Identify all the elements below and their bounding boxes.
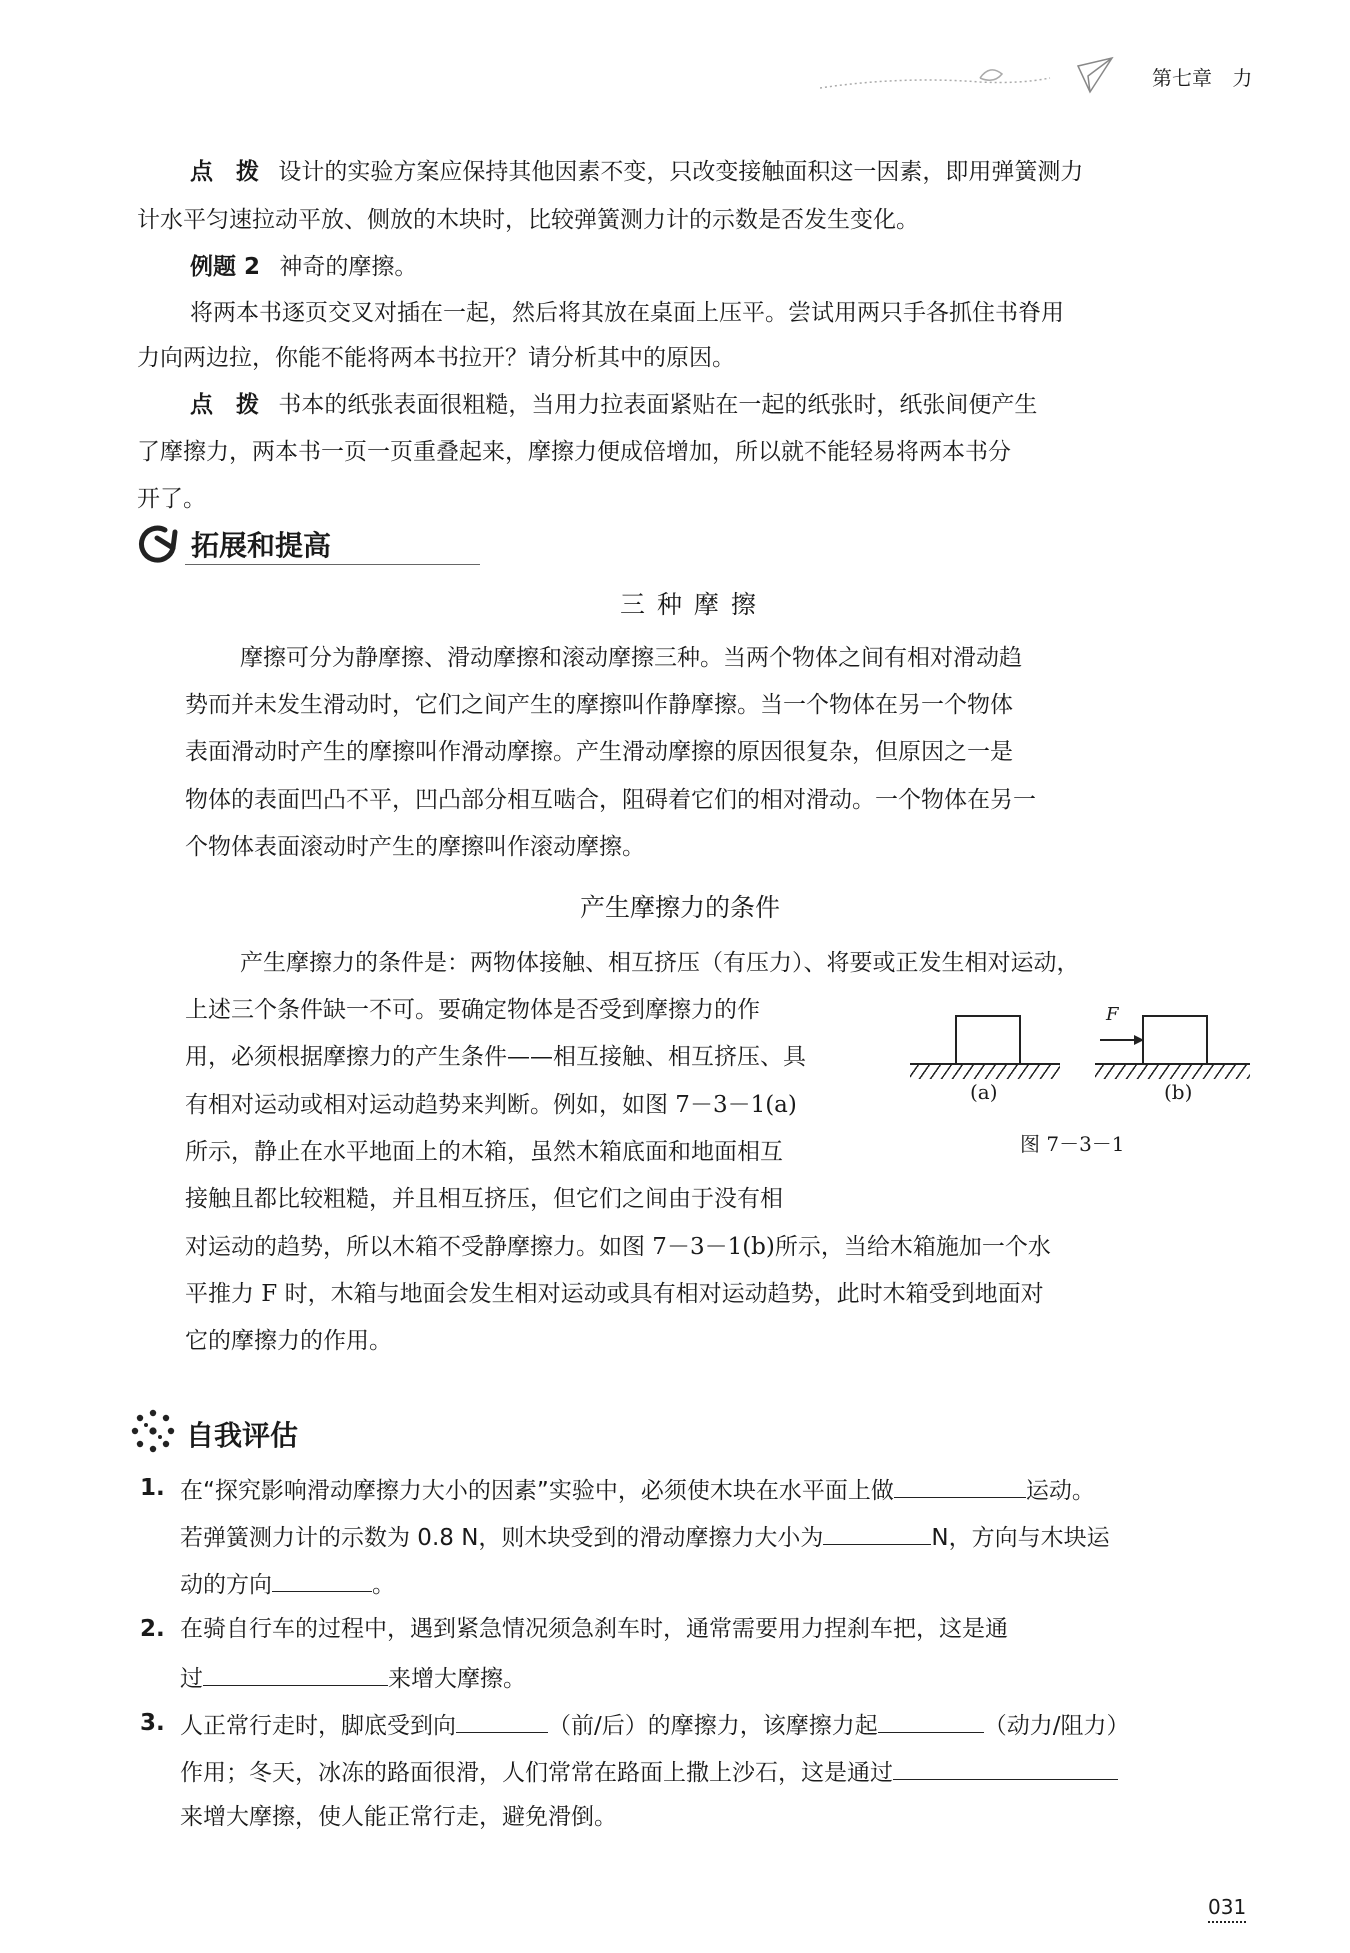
article2-line: 接触且都比较粗糙，并且相互挤压，但它们之间由于没有相 [185, 1186, 783, 1212]
hint-label: 点 拨 [190, 159, 259, 185]
example-title: 神奇的摩擦。 [279, 254, 418, 280]
section-underline [185, 564, 480, 565]
question-3-number: 3. [140, 1710, 165, 1736]
article2-line: 有相对运动或相对运动趋势来判断。例如，如图 7－3－1(a) [185, 1092, 797, 1118]
answer-blank[interactable] [894, 1473, 1026, 1498]
force-label: F [1106, 1004, 1119, 1025]
figure-label-a: (a) [970, 1080, 998, 1104]
article2-line: 上述三个条件缺一不可。要确定物体是否受到摩擦力的作 [185, 997, 760, 1023]
question-2-number: 2. [140, 1616, 165, 1642]
section-title-extension: 拓展和提高 [191, 529, 332, 562]
answer-blank[interactable] [203, 1661, 388, 1686]
hint-paragraph-1-line2: 计水平匀速拉动平放、侧放的木块时，比较弹簧测力计的示数是否发生变化。 [137, 207, 919, 233]
article2-line: 平推力 F 时，木箱与地面会发生相对运动或具有相对运动趋势，此时木箱受到地面对 [185, 1281, 1044, 1307]
answer-blank[interactable] [823, 1520, 931, 1545]
hint-paragraph-2-line3: 开了。 [137, 486, 206, 512]
question-2-line2: 过 来增大摩擦。 [180, 1661, 526, 1694]
article1-line: 摩擦可分为静摩擦、滑动摩擦和滚动摩擦三种。当两个物体之间有相对滑动趋 [240, 645, 1022, 671]
example-body-line2: 力向两边拉，你能不能将两本书拉开？请分析其中的原因。 [137, 345, 735, 371]
chapter-title: 力 [1232, 66, 1253, 90]
question-3-line2: 作用；冬天，冰冻的路面很滑，人们常常在路面上撒上沙石，这是通过 [180, 1755, 1118, 1788]
section-title-self-assessment: 自我评估 [186, 1419, 299, 1452]
answer-blank[interactable] [893, 1755, 1118, 1780]
question-1-line2: 若弹簧测力计的示数为 0.8 N，则木块受到的滑动摩擦力大小为 N，方向与木块运 [180, 1520, 1110, 1553]
paper-plane-icon [1078, 58, 1112, 92]
figure-caption: 图 7－3－1 [1020, 1132, 1125, 1156]
answer-blank[interactable] [878, 1708, 984, 1733]
question-1-number: 1. [140, 1475, 165, 1501]
answer-blank[interactable] [456, 1708, 548, 1733]
chapter-header [1152, 62, 1252, 91]
article1-line: 势而并未发生滑动时，它们之间产生的摩擦叫作静摩擦。当一个物体在另一个物体 [185, 692, 1013, 718]
hint-paragraph-2: 点 拨 书本的纸张表面很粗糙，当用力拉表面紧贴在一起的纸张时，纸张间便产生 [190, 392, 1038, 418]
figure-7-3-1 [910, 1004, 1250, 1156]
hint-paragraph-1: 点 拨 设计的实验方案应保持其他因素不变，只改变接触面积这一因素，即用弹簧测力 [190, 159, 1084, 185]
wooden-box-a [955, 1015, 1021, 1065]
article2-line: 对运动的趋势，所以木箱不受静摩擦力。如图 7－3－1(b)所示，当给木箱施加一个水 [185, 1234, 1051, 1260]
hint-label-2: 点 拨 [190, 392, 259, 418]
refresh-arrow-icon [135, 522, 179, 566]
force-arrow-icon [1100, 1032, 1146, 1048]
wooden-box-b [1142, 1015, 1208, 1065]
article1-line: 表面滑动时产生的摩擦叫作滑动摩擦。产生滑动摩擦的原因很复杂，但原因之一是 [185, 739, 1013, 765]
question-1-line1: 在“探究影响滑动摩擦力大小的因素”实验中，必须使木块在水平面上做 运动。 [180, 1473, 1095, 1506]
dots-cluster-icon [130, 1408, 176, 1454]
article2-line: 它的摩擦力的作用。 [185, 1328, 392, 1354]
chapter-number: 第七章 [1152, 66, 1212, 90]
question-3-line3: 来增大摩擦，使人能正常行走，避免滑倒。 [180, 1804, 617, 1830]
ground-a [910, 1063, 1060, 1079]
article2-title: 产生摩擦力的条件 [580, 893, 781, 922]
answer-blank[interactable] [272, 1567, 372, 1592]
example-label: 例题 2 [190, 254, 261, 280]
hint-paragraph-2-line2: 了摩擦力，两本书一页一页重叠起来，摩擦力便成倍增加，所以就不能轻易将两本书分 [137, 439, 1011, 465]
example-heading [190, 252, 417, 282]
article2-line: 用，必须根据摩擦力的产生条件——相互接触、相互挤压、具 [185, 1044, 806, 1070]
question-3-line1: 人正常行走时，脚底受到向 （前/后）的摩擦力，该摩擦力起 （动力/阻力） [180, 1708, 1130, 1741]
question-2-line1: 在骑自行车的过程中，遇到紧急情况须急刹车时，通常需要用力捏刹车把，这是通 [180, 1616, 1008, 1642]
example-body-line1: 将两本书逐页交叉对插在一起，然后将其放在桌面上压平。尝试用两只手各抓住书脊用 [190, 300, 1064, 326]
article2-line: 所示，静止在水平地面上的木箱，虽然木箱底面和地面相互 [185, 1139, 783, 1165]
page-number: 031 [1208, 1895, 1246, 1923]
figure-label-b: (b) [1164, 1080, 1193, 1104]
article1-title: 三 种 摩 擦 [620, 590, 758, 619]
header-decoration [820, 48, 1120, 103]
ground-b [1095, 1063, 1250, 1079]
article1-line: 个物体表面滚动时产生的摩擦叫作滚动摩擦。 [185, 834, 645, 860]
article2-line: 产生摩擦力的条件是：两物体接触、相互挤压（有压力）、将要或正发生相对运动， [240, 950, 1080, 976]
article1-line: 物体的表面凹凸不平，凹凸部分相互啮合，阻碍着它们的相对滑动。一个物体在另一 [185, 787, 1036, 813]
question-1-line3: 动的方向 。 [180, 1567, 395, 1600]
